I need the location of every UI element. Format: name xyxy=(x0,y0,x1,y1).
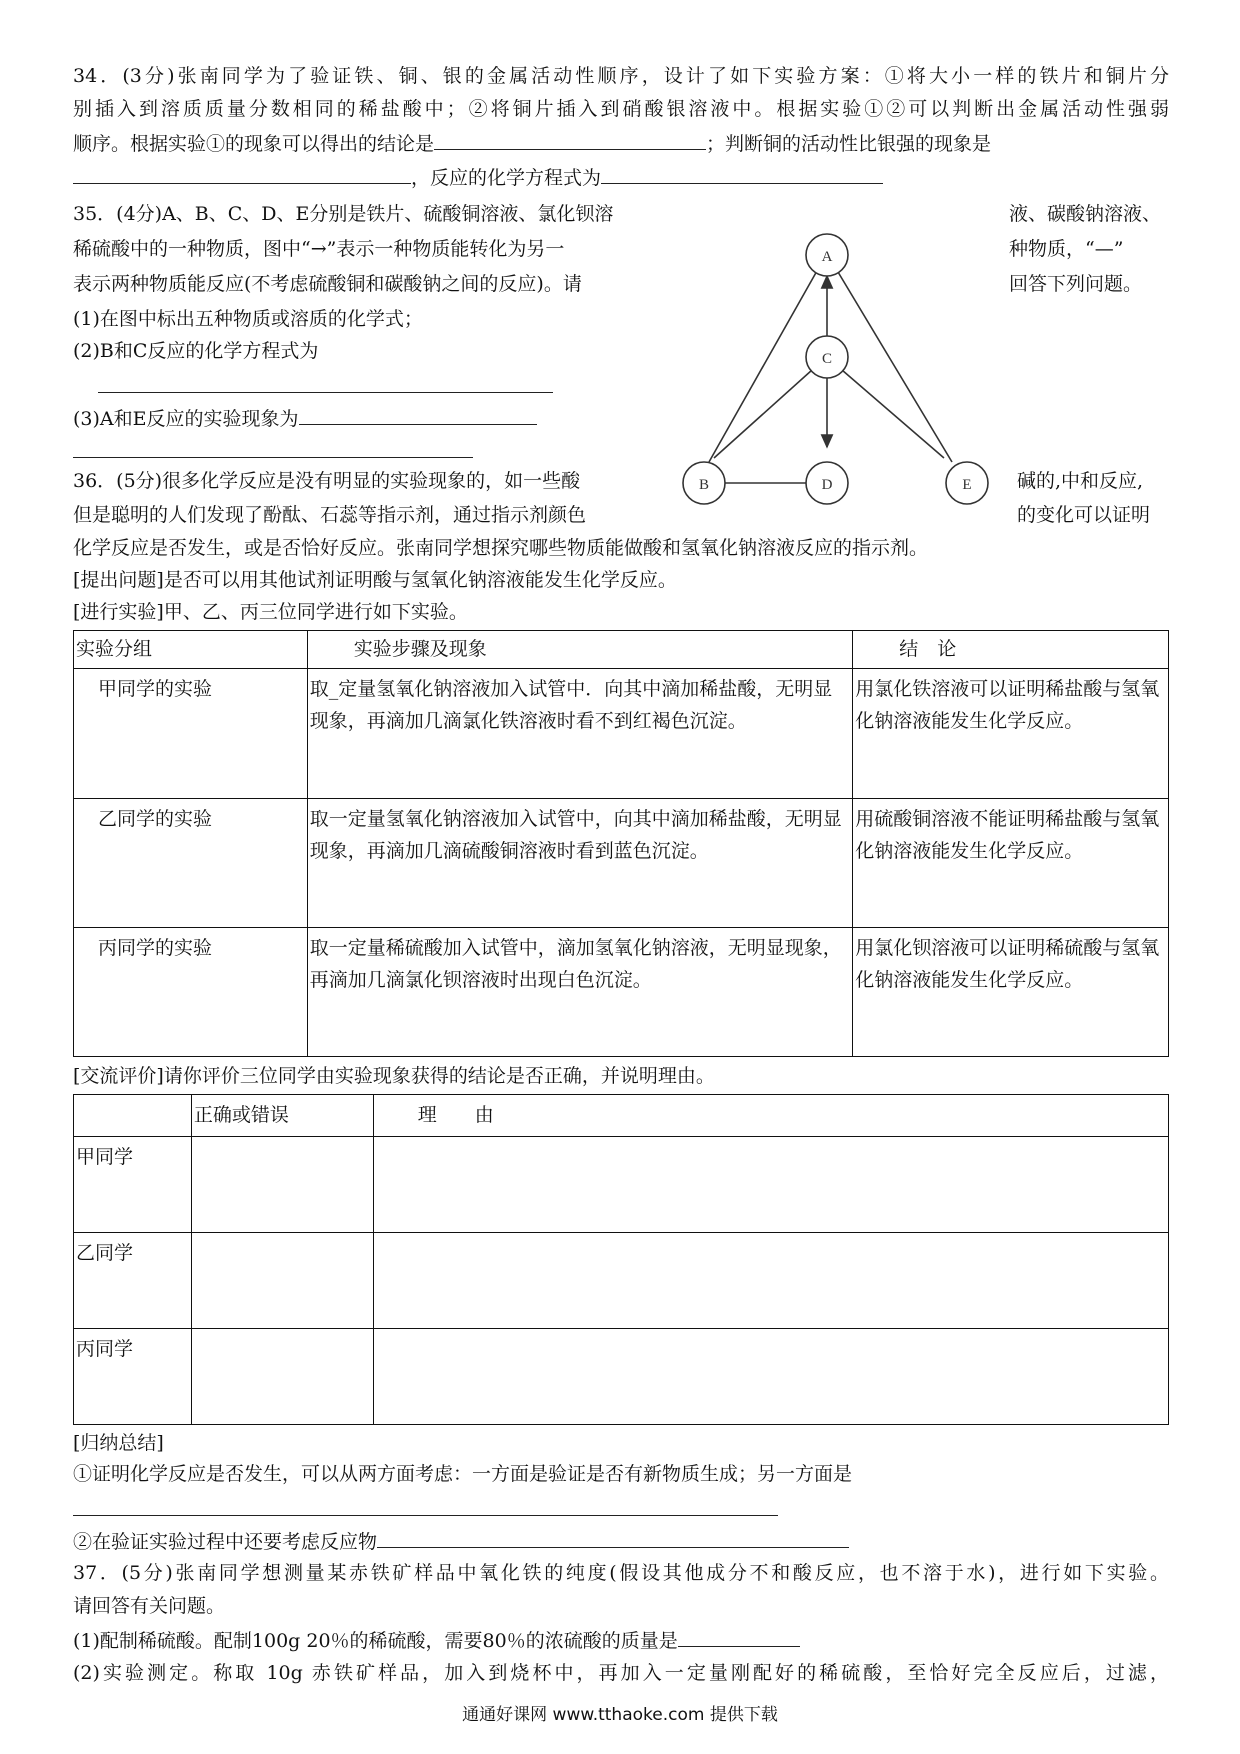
experiment-table xyxy=(73,630,1169,1057)
q36-sum2-text: ②在验证实验过程中还要考虑反应物 xyxy=(73,1531,378,1553)
q34-answer-blank-1[interactable] xyxy=(434,129,706,150)
q36-sum1: ①证明化学反应是否发生，可以从两方面考虑：一方面是验证是否有新物质生成；另一方面是 xyxy=(73,1463,853,1485)
q37-sub1 xyxy=(73,1626,800,1654)
table-row xyxy=(74,799,1169,928)
table2-row2-label: 乙同学 xyxy=(74,1233,192,1329)
table-row xyxy=(74,669,1169,799)
q37-sub2: (2)实验测定。称取 10g 赤铁矿样品，加入到烧杯中，再加入一定量刚配好的稀硫酸，至恰好完全反应后，过滤， xyxy=(73,1662,1169,1684)
q34-line4-text: ，反应的化学方程式为 xyxy=(411,167,602,189)
q36-sum2 xyxy=(73,1527,849,1555)
q35-sub1: (1)在图中标出五种物质或溶质的化学式； xyxy=(73,308,423,330)
q34-line3 xyxy=(73,129,1169,157)
svg-text:D: D xyxy=(821,477,833,493)
q34-line3-text-b: ；判断铜的活动性比银强的现象是 xyxy=(706,133,992,155)
q36-question: [提出问题]是否可以用其他试剂证明酸与氢氧化钠溶液能发生化学反应。 xyxy=(73,569,677,591)
q36-evaluate: [交流评价]请你评价三位同学由实验现象获得的结论是否正确，并说明理由。 xyxy=(73,1065,715,1087)
table2-header-reason: 理 由 xyxy=(373,1095,1168,1137)
table2-row3-reason[interactable] xyxy=(373,1329,1168,1425)
table1-row1-group: 甲同学的实验 xyxy=(74,669,308,799)
q37-line2: 请回答有关问题。 xyxy=(73,1595,226,1617)
table1-row3-conclusion: 用氯化钡溶液可以证明稀硫酸与氢氧化钠溶液能发生化学反应。 xyxy=(853,928,1169,1057)
node-c xyxy=(806,336,848,378)
table1-row3-steps: 取一定量稀硫酸加入试管中，滴加氢氧化钠溶液，无明显现象，再滴加几滴氯化钡溶液时出现白色沉淀。 xyxy=(307,928,852,1057)
table1-header-group: 实验分组 xyxy=(74,631,308,669)
reaction-diagram xyxy=(682,222,1000,522)
q34-line2: 别插入到溶质质量分数相同的稀盐酸中；②将铜片插入到硝酸银溶液中。根据实验①②可以判断出金属活动性强弱 xyxy=(73,98,1169,120)
table-row xyxy=(74,1329,1169,1425)
node-a xyxy=(806,234,848,276)
q36-answer-blank-2[interactable] xyxy=(377,1527,849,1548)
q36-line2: 但是聪明的人们发现了酚酞、石蕊等指示剂，通过指示剂颜色 xyxy=(73,504,587,526)
q35-line2: 稀硫酸中的一种物质，图中“→”表示一种物质能转化为另一 xyxy=(73,238,565,260)
table1-header-conclusion: 结 论 xyxy=(853,631,1169,669)
page-footer: 通通好课网 www.tthaoke.com 提供下载 xyxy=(462,1705,778,1725)
q34-line1: 34．(3分)张南同学为了验证铁、铜、银的金属活动性顺序，设计了如下实验方案：①将大小一样的铁片和铜片分 xyxy=(73,65,1169,87)
svg-text:A: A xyxy=(821,249,833,265)
q36-line1: 36．(5分)很多化学反应是没有明显的实验现象的，如一些酸 xyxy=(73,470,581,492)
q35-answer-blank-3[interactable] xyxy=(73,457,473,458)
table2-row1-reason[interactable] xyxy=(373,1137,1168,1233)
q36-experiment: [进行实验]甲、乙、丙三位同学进行如下实验。 xyxy=(73,601,468,623)
q34-line4 xyxy=(73,163,883,191)
q35-answer-blank-2[interactable] xyxy=(299,404,537,425)
table1-row3-group: 丙同学的实验 xyxy=(74,928,308,1057)
q35-answer-blank-1[interactable] xyxy=(98,392,553,393)
svg-text:B: B xyxy=(698,477,710,493)
q37-line1: 37．(5分)张南同学想测量某赤铁矿样品中氧化铁的纯度(假设其他成分不和酸反应，也不溶于水)，进行如下实验。 xyxy=(73,1562,1169,1584)
q35-sub3 xyxy=(73,404,537,432)
q35-line1-right: 液、碳酸钠溶液、 xyxy=(1009,203,1162,225)
table2-header-correct: 正确或错误 xyxy=(191,1095,373,1137)
q37-answer-blank-1[interactable] xyxy=(678,1626,800,1647)
q37-sub1-text: (1)配制稀硫酸。配制100g 20％的稀硫酸，需要80％的浓硫酸的质量是 xyxy=(73,1630,678,1652)
q34-line3-text-a: 顺序。根据实验①的现象可以得出的结论是 xyxy=(73,133,435,155)
table1-row1-steps: 取_定量氢氧化钠溶液加入试管中．向其中滴加稀盐酸，无明显现象，再滴加几滴氯化铁溶液时看不到红褐色沉淀。 xyxy=(307,669,852,799)
node-e xyxy=(946,462,988,504)
table-row xyxy=(74,1233,1169,1329)
node-d xyxy=(806,462,848,504)
svg-text:C: C xyxy=(821,351,833,367)
node-b xyxy=(683,462,725,504)
q34-answer-blank-2[interactable] xyxy=(73,163,411,184)
q36-line1-right: 碱的,中和反应, xyxy=(1017,470,1144,492)
q36-line3: 化学反应是否发生，或是否恰好反应。张南同学想探究哪些物质能做酸和氢氧化钠溶液反应的指示剂。 xyxy=(73,537,929,559)
table1-row1-conclusion: 用氯化铁溶液可以证明稀盐酸与氢氧化钠溶液能发生化学反应。 xyxy=(853,669,1169,799)
table1-row2-conclusion: 用硫酸铜溶液不能证明稀盐酸与氢氧化钠溶液能发生化学反应。 xyxy=(853,799,1169,928)
table2-row1-label: 甲同学 xyxy=(74,1137,192,1233)
table2-row2-correct[interactable] xyxy=(191,1233,373,1329)
table-row xyxy=(74,1137,1169,1233)
q35-line3-right: 回答下列问题。 xyxy=(1009,273,1143,295)
q34-answer-blank-3[interactable] xyxy=(601,163,883,184)
table2-row3-label: 丙同学 xyxy=(74,1329,192,1425)
table1-row2-group: 乙同学的实验 xyxy=(74,799,308,928)
table2-row1-correct[interactable] xyxy=(191,1137,373,1233)
evaluation-table xyxy=(73,1094,1169,1425)
table-row xyxy=(74,928,1169,1057)
q35-line2-right: 种物质，“—” xyxy=(1009,238,1124,260)
svg-text:E: E xyxy=(962,477,972,493)
table1-row2-steps: 取一定量氢氧化钠溶液加入试管中，向其中滴加稀盐酸，无明显现象，再滴加几滴硫酸铜溶液时看到蓝色沉淀。 xyxy=(307,799,852,928)
table2-header-blank xyxy=(74,1095,192,1137)
q35-sub3-text: (3)A和E反应的实验现象为 xyxy=(73,408,299,430)
q36-summary: [归纳总结] xyxy=(73,1432,164,1454)
table2-row3-correct[interactable] xyxy=(191,1329,373,1425)
q36-line2-right: 的变化可以证明 xyxy=(1017,504,1151,526)
table1-header-steps: 实验步骤及现象 xyxy=(307,631,852,669)
q35-sub2: (2)B和C反应的化学方程式为 xyxy=(73,340,319,362)
table2-row2-reason[interactable] xyxy=(373,1233,1168,1329)
q36-answer-blank-1[interactable] xyxy=(73,1515,778,1516)
q35-line1: 35．(4分)A、B、C、D、E分别是铁片、硫酸铜溶液、氯化钡溶 xyxy=(73,203,614,225)
q35-line3: 表示两种物质能反应(不考虑硫酸铜和碳酸钠之间的反应)。请 xyxy=(73,273,582,295)
